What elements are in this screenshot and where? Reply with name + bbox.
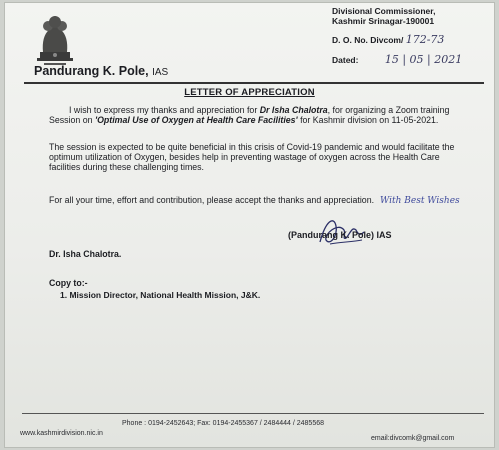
copy-to-label: Copy to:- [49, 278, 88, 288]
letter-page [4, 2, 495, 448]
reference-value: 172-73 [405, 33, 445, 46]
p1-topic: 'Optimal Use of Oxygen at Health Care Facilities' [94, 115, 298, 125]
handwritten-wishes: With Best Wishes [380, 196, 460, 206]
sender-name-line [34, 64, 168, 78]
p3-text: For all your time, effort and contribution, please accept the thanks and appreciation. [49, 195, 375, 205]
national-emblem-icon [32, 8, 78, 66]
paragraph-3 [49, 195, 469, 206]
p1-text-b: , for organizing a Zoom training Session on [49, 105, 450, 125]
reference-label: D. O. No. Divcom/ [332, 35, 404, 45]
p1-text-c: for Kashmir division on 11-05-2021. [297, 115, 439, 125]
paragraph-2: The session is expected to be quite beneficial in this crisis of Covid-19 pandemic and would facilitate the optimum utilization of Oxygen, besides help in preventing wastage of oxygen across the Health Care facilities during these challenging times. [49, 142, 455, 172]
sender-title: IAS [152, 67, 169, 78]
date-value: 15 | 05 | 2021 [384, 53, 463, 66]
p1-text-a: I wish to express my thanks and appreciation for [69, 105, 260, 115]
date-row [332, 53, 462, 66]
recipient-name: Dr. Isha Chalotra. [49, 249, 122, 259]
signer-name: (Pandurang K. Pole) IAS [288, 230, 392, 240]
reference-number [332, 33, 444, 46]
footer-website: www.kashmirdivision.nic.in [20, 430, 103, 437]
paragraph-1 [49, 105, 469, 125]
sender-name: Pandurang K. Pole, [34, 64, 149, 78]
header-rule [24, 82, 484, 84]
copy-to-item: 1. Mission Director, National Health Mission, J&K. [60, 290, 261, 300]
office-address [332, 6, 435, 26]
p1-recipient-name: Dr Isha Chalotra [259, 105, 328, 115]
date-label: Dated: [332, 55, 359, 65]
office-line-2: Kashmir Srinagar-190001 [332, 16, 435, 26]
footer-rule [22, 413, 484, 414]
footer-email: email:divcomk@gmail.com [371, 435, 455, 442]
footer-phone: Phone : 0194-2452643; Fax: 0194-2455367 / 2484444 / 2485568 [122, 420, 325, 427]
office-line-1: Divisional Commissioner, [332, 6, 436, 16]
letter-heading: LETTER OF APPRECIATION [184, 87, 315, 98]
